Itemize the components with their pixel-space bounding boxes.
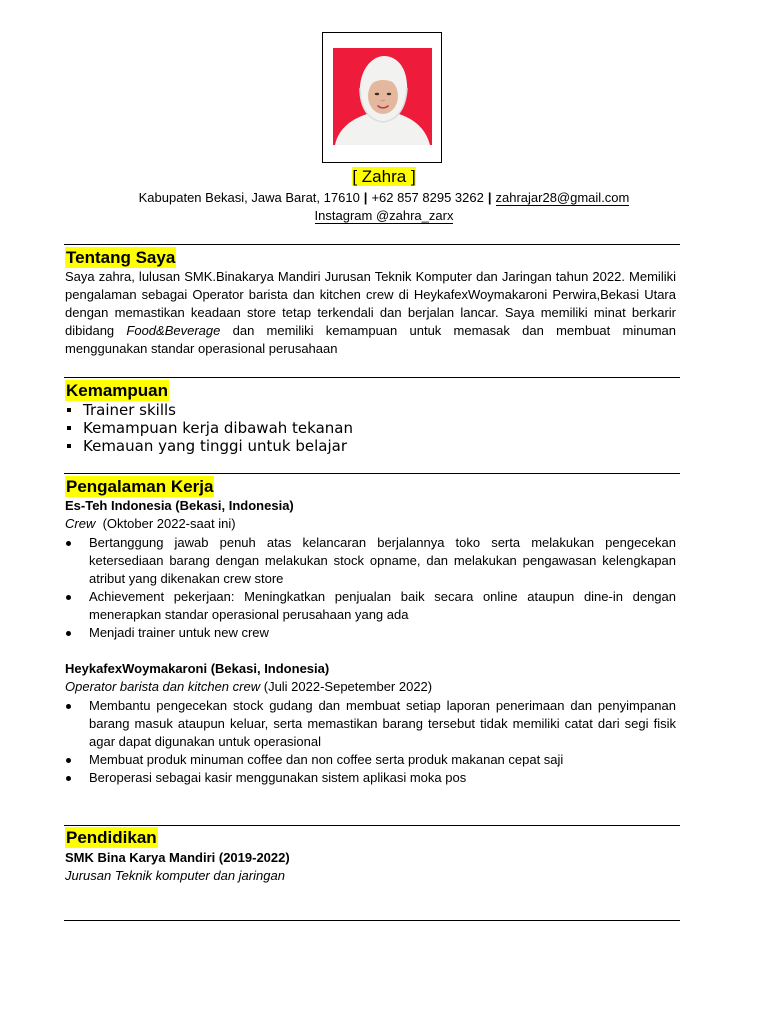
experience-heading: Pengalaman Kerja	[66, 477, 214, 496]
skill-item	[65, 419, 353, 437]
bullet-icon	[66, 631, 71, 636]
bullet-icon	[66, 758, 71, 763]
list-item	[65, 769, 676, 787]
about-text	[65, 268, 676, 358]
profile-photo	[333, 48, 432, 145]
name-bracket-close: ]	[410, 167, 416, 186]
job-company: Es-Teh Indonesia (Bekasi, Indonesia)	[65, 498, 294, 513]
profile-photo-portrait	[333, 48, 432, 145]
job-company: HeykafexWoymakaroni (Bekasi, Indonesia)	[65, 661, 330, 676]
job-duties-list	[65, 697, 676, 787]
duty-text: Achievement pekerjaan: Meningkatkan penjualan baik secara online ataupun dine-in dengan menerapkan standar operasional perusahaan yang ada	[89, 589, 676, 622]
full-name: Zahra	[361, 167, 407, 186]
list-item	[65, 588, 676, 624]
list-item	[65, 697, 676, 751]
name-highlight	[352, 167, 415, 186]
duty-text: Membuat produk minuman coffee dan non coffee serta produk makanan cepat saji	[89, 752, 564, 767]
duty-text: Membantu pengecekan stock gudang dan membuat setiap laporan penerimaan dan penyimpanan barang masuk ataupun keluar, serta memastikan barang tersebut tidak memiliki catat dari segi fisik agar dapat digunakan untuk operasional	[89, 698, 676, 749]
duty-text: Bertanggung jawab penuh atas kelancaran berjalannya toko serta melakukan pengecekan ketersediaan barang dengan melakukan stock opname, dan melakukan pengawasan kelengkapan atribut yang dikenakan crew store	[89, 535, 676, 586]
name-line	[0, 166, 768, 188]
job-role-line	[65, 515, 236, 533]
about-text-italic: Food&Beverage	[126, 323, 221, 338]
job-role: Operator barista dan kitchen crew	[65, 679, 261, 694]
address: Kabupaten Bekasi, Jawa Barat, 17610	[138, 190, 360, 205]
duty-text: Beroperasi sebagai kasir menggunakan sistem aplikasi moka pos	[89, 770, 467, 785]
job-role: Crew	[65, 516, 96, 531]
skill-label: Trainer skills	[83, 401, 176, 419]
phone: +62 857 8295 3262	[371, 190, 484, 205]
name-bracket-open: [	[352, 167, 358, 186]
bullet-icon	[66, 704, 71, 709]
instagram-line	[0, 207, 768, 225]
section-divider	[64, 825, 680, 826]
list-item	[65, 751, 676, 769]
section-divider	[64, 244, 680, 245]
skill-item	[65, 437, 353, 455]
square-bullet-icon	[67, 408, 71, 412]
separator: |	[487, 190, 492, 205]
duty-text: Menjadi trainer untuk new crew	[89, 625, 269, 640]
section-divider	[64, 473, 680, 474]
school-name: SMK Bina Karya Mandiri (2019-2022)	[65, 850, 290, 865]
skill-item	[65, 401, 353, 419]
job-role-line	[65, 678, 432, 696]
bullet-icon	[66, 595, 71, 600]
about-text-part1: Saya zahra, lulusan SMK.Binakarya Mandiri Jurusan Teknik Komputer dan Jaringan tahun 2022. Memiliki pengalaman sebagai Operator barista dan kitchen crew di HeykafexWoymakaroni Perwira,Bekasi Utara dengan memastikan keadaan store tetap terkendali dan berjalan lancar. Saya memiliki minat berkarir dibidang	[65, 269, 676, 338]
school-major: Jurusan Teknik komputer dan jaringan	[65, 868, 285, 883]
contact-line	[0, 189, 768, 207]
about-heading: Tentang Saya	[66, 248, 176, 267]
instagram-handle[interactable]: Instagram @zahra_zarx	[314, 208, 454, 223]
skill-label: Kemauan yang tinggi untuk belajar	[83, 437, 347, 455]
skills-heading: Kemampuan	[66, 381, 169, 400]
email-link[interactable]: zahrajar28@gmail.com	[495, 190, 630, 205]
job-duties-list	[65, 534, 676, 642]
square-bullet-icon	[67, 426, 71, 430]
job-period: (Oktober 2022-saat ini)	[102, 516, 236, 531]
skill-label: Kemampuan kerja dibawah tekanan	[83, 419, 353, 437]
separator: |	[363, 190, 368, 205]
section-divider	[64, 377, 680, 378]
bullet-icon	[66, 541, 71, 546]
job-period: (Juli 2022-Sepetember 2022)	[263, 679, 433, 694]
list-item	[65, 534, 676, 588]
square-bullet-icon	[67, 444, 71, 448]
list-item	[65, 624, 676, 642]
skills-list	[65, 401, 353, 455]
section-divider	[64, 920, 680, 921]
bullet-icon	[66, 776, 71, 781]
education-heading: Pendidikan	[66, 828, 157, 847]
about-text-part2: dan memiliki kemampuan untuk memasak dan membuat minuman menggunakan standar operasional perusahaan	[65, 323, 676, 356]
